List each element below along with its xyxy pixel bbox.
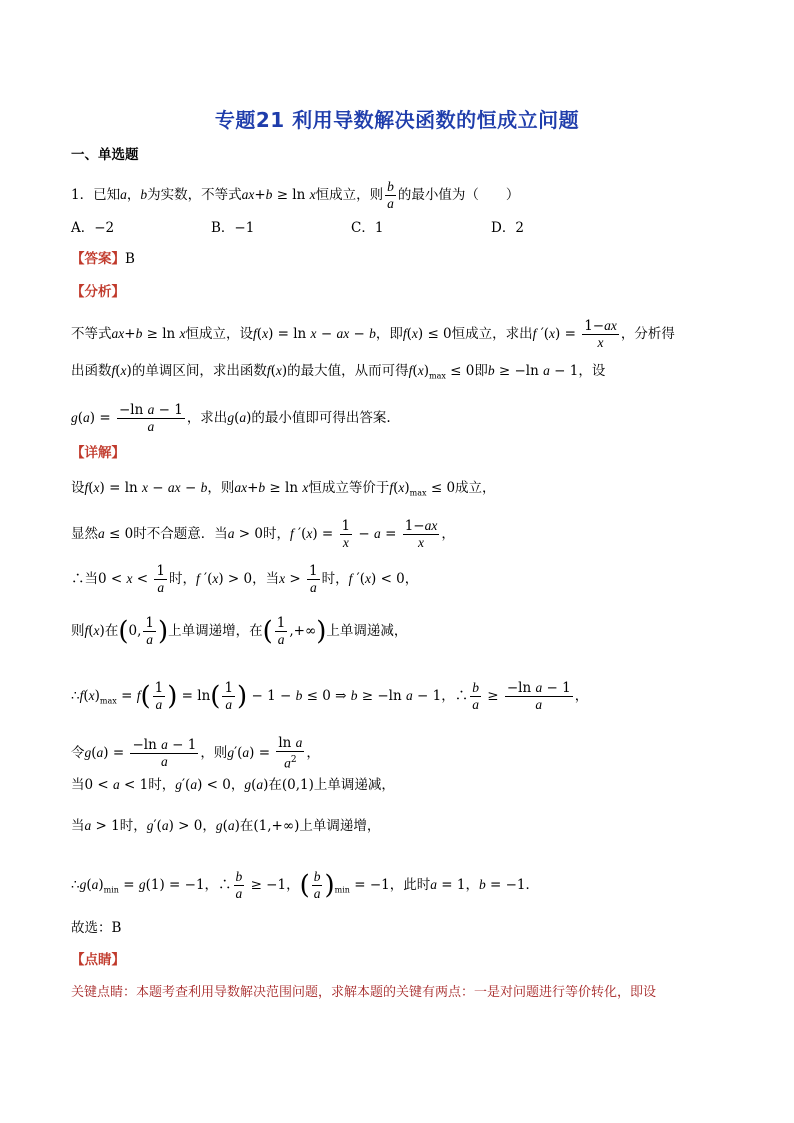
option-b: B．−1: [211, 220, 255, 236]
question-number: 1．: [71, 187, 94, 203]
math-fraction-g: $\frac{\text{−ln a − 1}}{a}$: [118, 402, 183, 434]
math-inequality: ax: [241, 187, 255, 202]
analysis-line-1: 不等式ax+b ≥ ln x恒成立，设f(x) = ln x − ax − b，即f(x) ≤ 0恒成立，求出f ′(x) = $\frac{1-ax}{x}$ ，分析得: [71, 318, 675, 350]
answer-tag: 【答案】: [71, 251, 125, 267]
page-title: 专题21 利用导数解决函数的恒成立问题: [214, 108, 580, 132]
detail-line-2: 显然a ≤ 0时不合题意．当a > 0时，f ′(x) = $\frac{1}{x}$ − a = $\frac{1-ax}{x}$ ，: [71, 518, 455, 550]
answer-value: B: [125, 251, 135, 267]
math-fraction-derivative: $\frac{1-ax}{x}$: [584, 318, 617, 350]
question-1-options: [71, 219, 631, 237]
option-c: C．1: [351, 220, 384, 236]
detail-line-5: $\therefore f(x)_{max} = f$( $\frac{1}{a}$ ) = ln( $\frac{1}{a}$ ) − 1 − b ≤ 0 ⇒ b ≥ −ln a − 1，∴ $\frac{b}{a}$ ≥ $\frac{\text{−ln a − 1}}{a}$ ，: [71, 680, 589, 712]
detail-line-4: 则f(x)在(0, $\frac{1}{a}$ )上单调递增，在( $\frac{1}{a}$ ,+∞)上单调递减，: [71, 615, 408, 647]
analysis-line-2: 出函数f(x)的单调区间，求出函数f(x)的最大值，从而可得$f(x)_{max} \le 0$即b ≥ −ln a − 1，设: [71, 363, 606, 381]
analysis-line-3: g(a) = $\frac{\text{−ln a − 1}}{a}$ ，求出g(a)的最小值即可得出答案.: [71, 402, 391, 434]
detail-line-3: ∴当0 < x < $\frac{1}{a}$ 时，f ′(x) > 0，当x > $\frac{1}{a}$ 时，f ′(x) < 0，: [71, 563, 419, 595]
detail-tag: 【详解】: [71, 445, 125, 461]
remark-tag: 【点睛】: [71, 952, 125, 968]
math-var-b: b: [140, 187, 148, 202]
detail-line-7: 当0 < a < 1时，g′(a) < 0，g(a)在(0,1)上单调递减，: [71, 777, 395, 793]
option-d: D．2: [491, 220, 524, 236]
question-1: 1．已知a，b为实数，不等式ax+b ≥ ln x恒成立，则 $\frac{b}{a}$ 的最小值为（ ）: [71, 179, 520, 211]
detail-line-1: 设f(x) = ln x − ax − b，则ax+b ≥ ln x恒成立等价于$f(x)_{max} \le 0$成立，: [71, 480, 496, 498]
analysis-tag: 【分析】: [71, 284, 125, 300]
remark-text: 关键点睛：本题考查利用导数解决范围问题，求解本题的关键有两点：一是对问题进行等价转化，即设: [71, 985, 657, 1000]
section-heading: 一、单选题: [71, 147, 139, 163]
math-var-a: a: [120, 187, 127, 202]
choice-line: 故选：B: [71, 920, 122, 936]
detail-line-9: $\therefore g(a)_{min} = g(1) = -1$，∴ $\frac{b}{a}$ ≥ −1，( $\frac{b}{a}$ )$_{min} = -1$，此时a = 1，b = −1．: [71, 869, 540, 901]
answer-line: [71, 250, 135, 268]
detail-line-8: 当a > 1时，g′(a) > 0，g(a)在(1,+∞)上单调递增，: [71, 818, 381, 834]
option-a: A．−2: [71, 220, 115, 236]
detail-line-6: 令g(a) = $\frac{\text{−ln a − 1}}{a}$ ，则g′(a) = $\frac{\text{ln a}}{a^2}$ ，: [71, 735, 320, 771]
math-fraction-b-over-a: $\frac{b}{a}$: [387, 179, 394, 211]
